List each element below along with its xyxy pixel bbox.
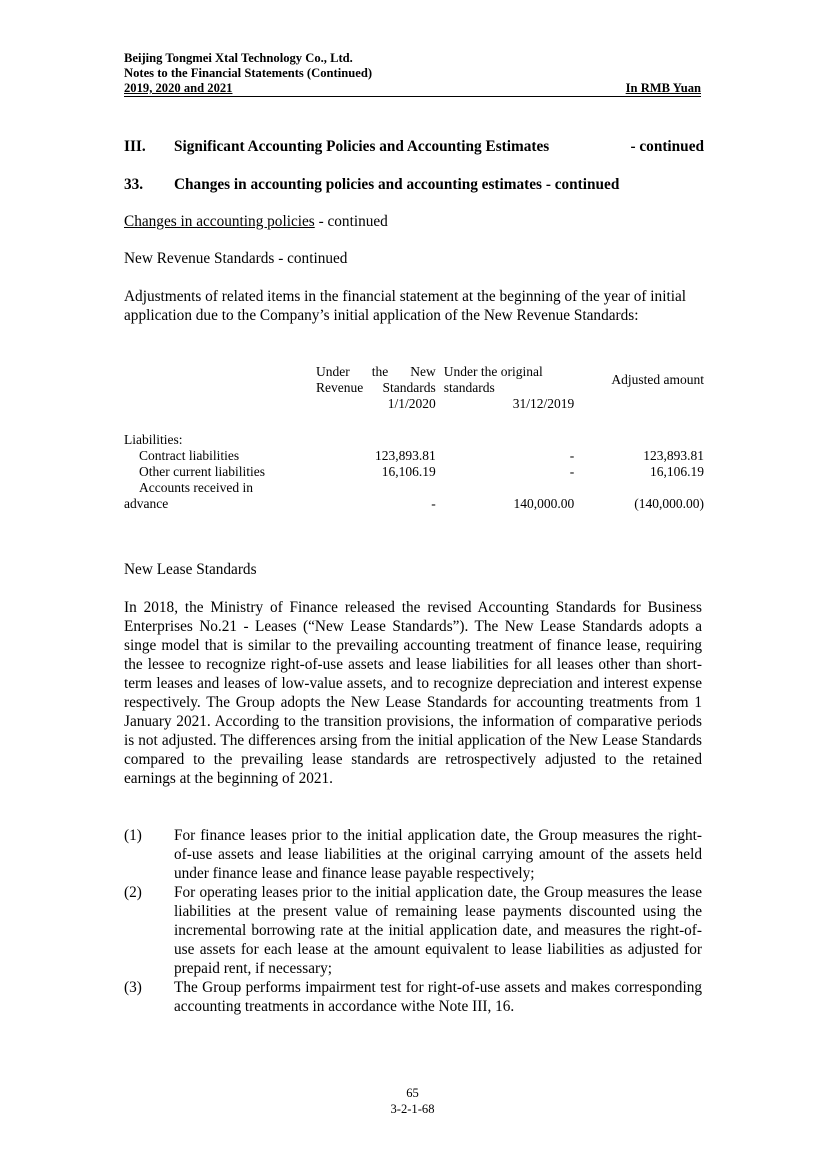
notes-title: Notes to the Financial Statements (Continued) [124,66,373,80]
section-continued: - continued [630,138,704,155]
page-number: 65 [406,1086,419,1100]
subsection-title: Changes in accounting policies and accounting estimates - continued [174,176,620,193]
list-item [124,826,702,883]
row-value-adjusted: (140,000.00) [634,496,704,511]
row-label-line1: Accounts received in [139,480,253,495]
page-header [124,51,701,97]
group-label: Liabilities: [124,432,183,447]
lease-title: New Lease Standards [124,561,257,578]
list-item-text: For operating leases prior to the initial application date, the Group measures the lease liabilities at the present value of remaining lease payments discounted using the incremental borrowing rate at the initial application date, and measures the right-of-use assets for each lease at the amount equivalent to lease liabilities as adjusted for prepaid rent, if necessary; [174,884,702,977]
header-original-standards: Under the original standards [443,364,543,395]
table-header-row [124,364,704,396]
list-item-number: (1) [124,827,142,844]
row-label-line2: advance [124,496,169,511]
table-date-row [124,396,704,412]
list-item-text: The Group performs impairment test for right-of-use assets and makes corresponding accounting treatments in accordance withe Note III, 16. [174,979,702,1015]
row-value-original: - [569,448,575,463]
row-value-adjusted: 16,106.19 [650,464,704,479]
date-original: 31/12/2019 [512,396,575,411]
row-value-original: - [569,464,575,479]
date-new: 1/1/2020 [387,396,436,411]
section-number: III. [124,138,146,155]
list-item [124,978,702,1016]
row-value-new: 123,893.81 [375,448,436,463]
changes-suffix: - continued [314,213,388,230]
company-name: Beijing Tongmei Xtal Technology Co., Ltd. [124,51,353,65]
row-value-new: 16,106.19 [381,464,436,479]
subsection-heading [124,176,619,194]
header-period-line [124,81,701,97]
table-group-row [124,432,704,448]
changes-label: Changes in accounting policies [124,213,315,230]
lease-paragraph: In 2018, the Ministry of Finance released the revised Accounting Standards for Business Enterprises No.21 - Leases (“New Lease Standards”). The New Lease Standards adopts a singe model that is similar to the prevailing accounting treatment of finance lease, requiring the lessee to recognize right-of-use assets and lease liabilities for all leases other than short-term leases and leases of low-value assets, and to recognize depreciation and interest expense respectively. The Group adopts the New Lease Standards for accounting treatments from 1 January 2021. According to the transition provisions, the information of comparative periods is not adjusted. The differences arsing from the initial application of the New Lease Standards compared to the prevailing lease standards are retrospectively adjusted to the retained earnings at the beginning of 2021. [124,599,702,787]
row-value-adjusted: 123,893.81 [643,448,704,463]
list-item-text: For finance leases prior to the initial application date, the Group measures the right-of-use assets and lease liabilities at the original carrying amount of the assets held under finance lease and finance lease payable respectively; [174,827,702,882]
header-currency: In RMB Yuan [625,81,701,95]
list-item-number: (3) [124,979,142,996]
page-code: 3-2-1-68 [390,1102,435,1116]
revenue-title: New Revenue Standards - continued [124,250,348,267]
table-row [124,448,704,464]
row-label: Other current liabilities [139,464,265,479]
row-label [124,480,316,512]
changes-heading [124,212,702,231]
section-title: Significant Accounting Policies and Accounting Estimates [174,138,550,155]
header-adjusted-amount: Adjusted amount [611,372,704,387]
subsection-number: 33. [124,176,144,193]
header-years: 2019, 2020 and 2021 [124,81,233,95]
section-heading [124,138,704,156]
row-label: Contract liabilities [139,448,240,463]
header-new-standards: Under the New Revenue Standards [315,364,436,395]
table-row [124,464,704,480]
list-item-number: (2) [124,884,142,901]
adjustment-table [124,364,704,512]
row-value-original: 140,000.00 [513,496,575,511]
adjust-intro: Adjustments of related items in the financial statement at the beginning of the year of initial application due to the Company’s initial application of the New Revenue Standards: [124,288,686,324]
lease-transition-list [124,826,702,1016]
list-item [124,883,702,978]
row-value-new: - [431,496,436,511]
table-row [124,480,704,512]
